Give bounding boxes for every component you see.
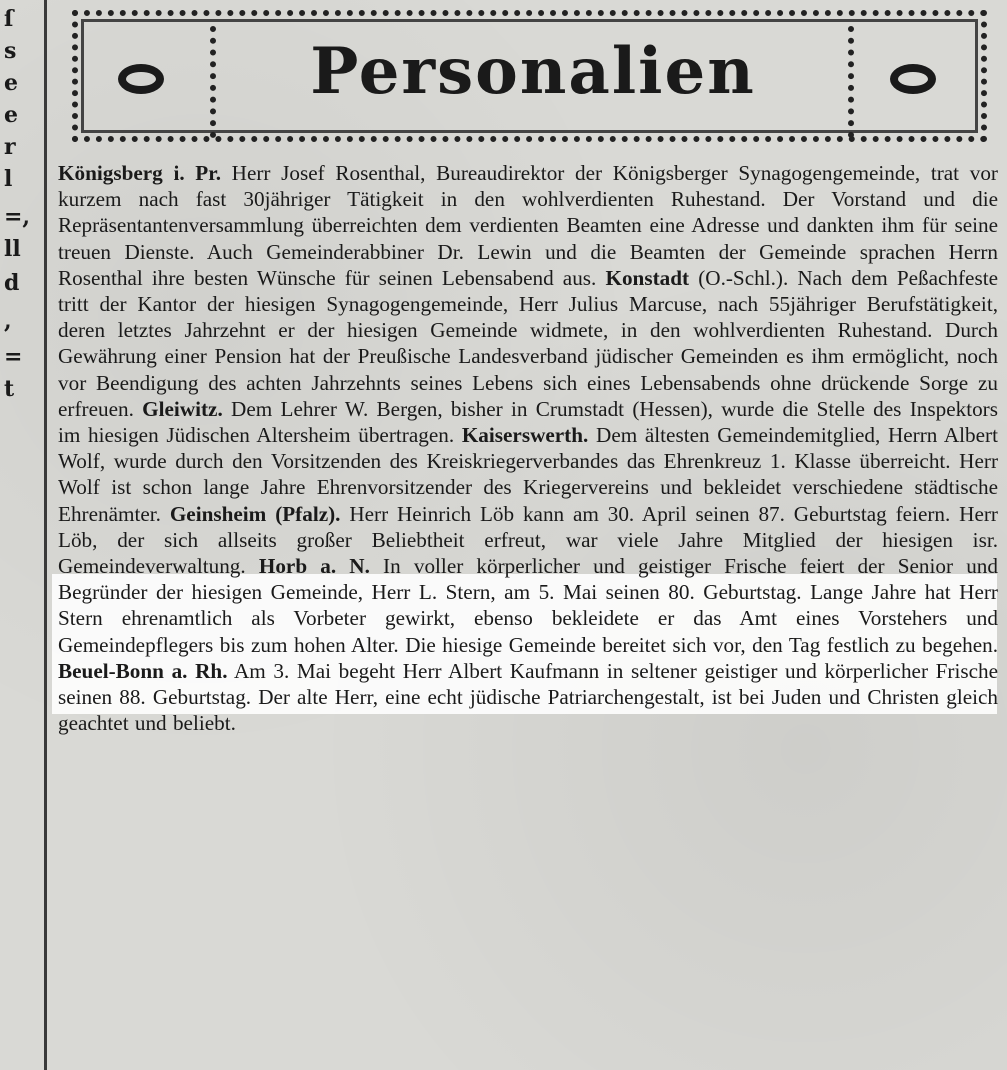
news-item-text: Am 3. Mai begeht Herr Albert Kaufmann in seltener geistiger und körperlicher Frische seinen 88. Geburtstag. Der alte Herr, eine echt jüdische Patriarchengestalt, ist bei Juden und Christen gleich geachtet und beliebt. — [58, 658, 998, 736]
ornament-right-icon — [890, 64, 936, 94]
banner-divider-right — [848, 26, 860, 138]
fragment-letter: ſ — [4, 6, 14, 32]
fragment-letter: d — [4, 270, 20, 296]
news-item-text: Dem Lehrer W. Bergen, bisher in Crumstadt (Hessen), wurde die Stelle des Inspektors im hiesigen Jüdischen Altersheim übertragen. — [58, 396, 998, 448]
news-item-text: (O.-Schl.). Nach dem Peßachfeste tritt der Kantor der hiesigen Synagogengemeinde, Herr Julius Marcuse, nach 55jähriger Berufstätigkeit, deren letztes Jahrzehnt er der hiesigen Gemeinde widmete, in den wohlverdienten Ruhestand. Durch Gewährung einer Pension hat der Preußische Landesverband jüdischer Gemeinden es ihm ermöglicht, noch vor Beendigung des achten Jahrzehnts seines Lebens sich eines Lebensabends ohne drückende Sorge zu erfreuen. — [58, 265, 999, 421]
adjacent-column-fragment — [0, 0, 40, 1070]
fragment-letter: =, — [4, 204, 31, 230]
section-title: Personalien — [310, 34, 756, 109]
article-body — [58, 160, 998, 736]
article-paragraph — [58, 160, 998, 736]
fragment-letter: e — [4, 70, 18, 96]
fragment-letter: , — [4, 308, 12, 334]
fragment-letter: ll — [4, 236, 21, 262]
news-item-text: Herr Heinrich Löb kann am 30. April seinen 87. Geburtstag feiern. Herr Löb, der sich allseits großer Beliebtheit erfreut, war viele Jahre Mitglied der hiesigen isr. Gemeindeverwaltung. — [58, 501, 998, 579]
news-item-text: Dem ältesten Gemeindemitglied, Herrn Albert Wolf, wurde durch den Vorsitzenden des Kreiskriegerverbandes das Ehrenkreuz 1. Klasse überreicht. Herr Wolf ist schon lange Jahre Ehrenvorsitzender des Kriegervereins und bekleidet verschiedene städtische Ehrenämter. — [58, 423, 998, 526]
fragment-letter: r — [4, 134, 16, 160]
fragment-letter: t — [4, 376, 15, 402]
fragment-letter: l — [4, 166, 13, 192]
news-item-text: Herr Josef Rosenthal, Bureaudirektor der Königsberger Synagogengemeinde, trat vor kurzem nach fast 30jähriger Tätigkeit in den wohlverdienten Ruhestand. Der Vorstand und die Repräsentantenversammlung überreichten dem verdienten Beamten eine Adresse und dankten ihm für seine treuen Dienste. Auch Gemeinderabbiner Dr. Lewin und die Beamten der Gemeinde sprachen Herrn Rosenthal ihre besten Wünsche für seinen Lebensabend aus. — [58, 161, 998, 290]
fragment-letter: e — [4, 102, 18, 128]
section-banner — [72, 10, 987, 142]
news-item-text: In voller körperlicher und geistiger Frische feiert der Senior und Begründer der hiesigen Gemeinde, Herr L. Stern, am 5. Mai seinen 80. Geburtstag. Lange Jahre hat Herr Stern ehrenamtlich als Vorbeter gewirkt, ebenso bekleidete er das Amt eines Vorstehers und Gemeindepflegers bis zum hohen Alter. Die hiesige Gemeinde bereitet sich vor, den Tag festlich zu begehen. — [58, 554, 998, 657]
ornament-left-icon — [118, 64, 164, 94]
place-heading: Königsberg i. Pr. — [58, 161, 221, 185]
place-heading: Horb a. N. — [258, 554, 370, 579]
place-heading: Beuel-Bonn a. Rh. — [58, 658, 228, 683]
place-heading: Kaiserswerth. — [461, 423, 589, 448]
place-heading: Gleiwitz. — [142, 396, 223, 421]
place-heading: Geinsheim (Pfalz). — [169, 501, 341, 526]
fragment-letter: = — [4, 344, 23, 370]
column-divider — [44, 0, 47, 1070]
place-heading: Konstadt — [605, 265, 690, 290]
fragment-letter: s — [4, 38, 17, 64]
